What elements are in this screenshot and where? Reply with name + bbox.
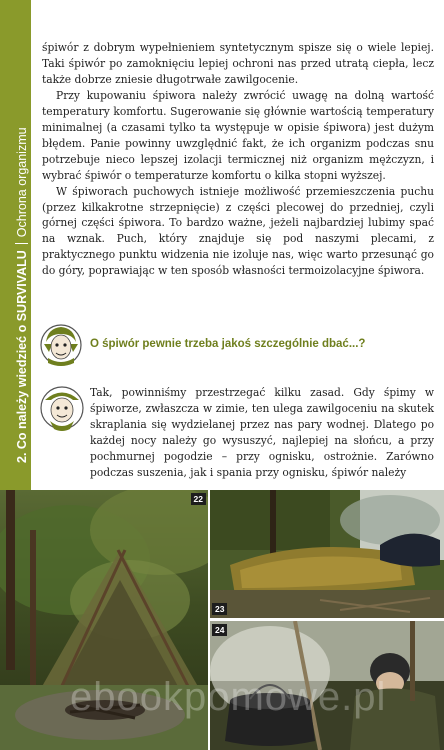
paragraph-2: Przy kupowaniu śpiwora należy zwrócić uwagę na dolną wartość temperatury komfortu. Sugerowanie się głównie wartością temperatury minimalnej (a czasami tylko ta występuje w opisie śpiwora) jest dużym błędem. Panie powinny uwzględnić fakt, że ich organizm podczas snu potrzebuje nieco lepszej izolacji termicznej niż organizm mężczyzn, i wybrać śpiwór o temperaturze komfortu o kilka stopni wyższej. <box>42 88 434 182</box>
section-title: Ochrona organizmu <box>15 127 29 238</box>
question-text: O śpiwór pewnie trzeba jakoś szczególnie dbać...? <box>90 338 366 350</box>
photo-number-24: 24 <box>212 624 227 636</box>
photo-number-23: 23 <box>212 603 227 615</box>
chapter-title: 2. Co należy wiedzieć o SURVIVALU <box>15 250 29 463</box>
paragraph-3: W śpiworach puchowych istnieje możliwość przemieszczenia puchu (przez kilkakrotne strzepnięcie) z części plecowej do przedniej, czyli górnej części śpiwora. To bardzo ważne, jeżeli najbardziej lubimy spać na wznak. Puch, który znajduje się pod naszymi plecami, z praktycznego punktu widzenia nie izoluje nas, więc warto przesunąć go do góry, poprawiając w ten sposób własności termoizolacyjne śpiwora. <box>42 184 434 278</box>
photo-number-22: 22 <box>191 493 206 505</box>
chapter-label <box>15 127 29 463</box>
guide-avatar-icon <box>40 383 84 433</box>
question-block <box>38 322 438 370</box>
girl-avatar-icon <box>40 322 82 368</box>
chapter-sidebar <box>0 0 31 490</box>
answer-block <box>90 385 434 480</box>
main-text <box>42 40 434 279</box>
photo-23-sleeping-bag <box>210 490 444 618</box>
paragraph-1: śpiwór z dobrym wypełnieniem syntetycznym spisze się o wiele lepiej. Taki śpiwór po zamoknięciu lepiej ochroni nas przed utratą ciepła, lecz także dobrze zniesie długotrwałe zawilgocenie. <box>42 41 434 86</box>
answer-text: Tak, powinniśmy przestrzegać kilku zasad. Gdy śpimy w śpiworze, zwłaszcza w zimie, ten ulega zawilgoceniu na skutek skraplania się wydzielanej przez nas pary wodnej. Dlatego po każdej nocy należy go wysuszyć, najlepiej na słońcu, a przy pochmurnej pogodzie – przy ognisku, ostrożnie. Zarówno podczas suszenia, jak i spania przy ognisku, śpiwór należy <box>90 386 434 479</box>
watermark: ebookpomowe.pl <box>70 675 387 719</box>
